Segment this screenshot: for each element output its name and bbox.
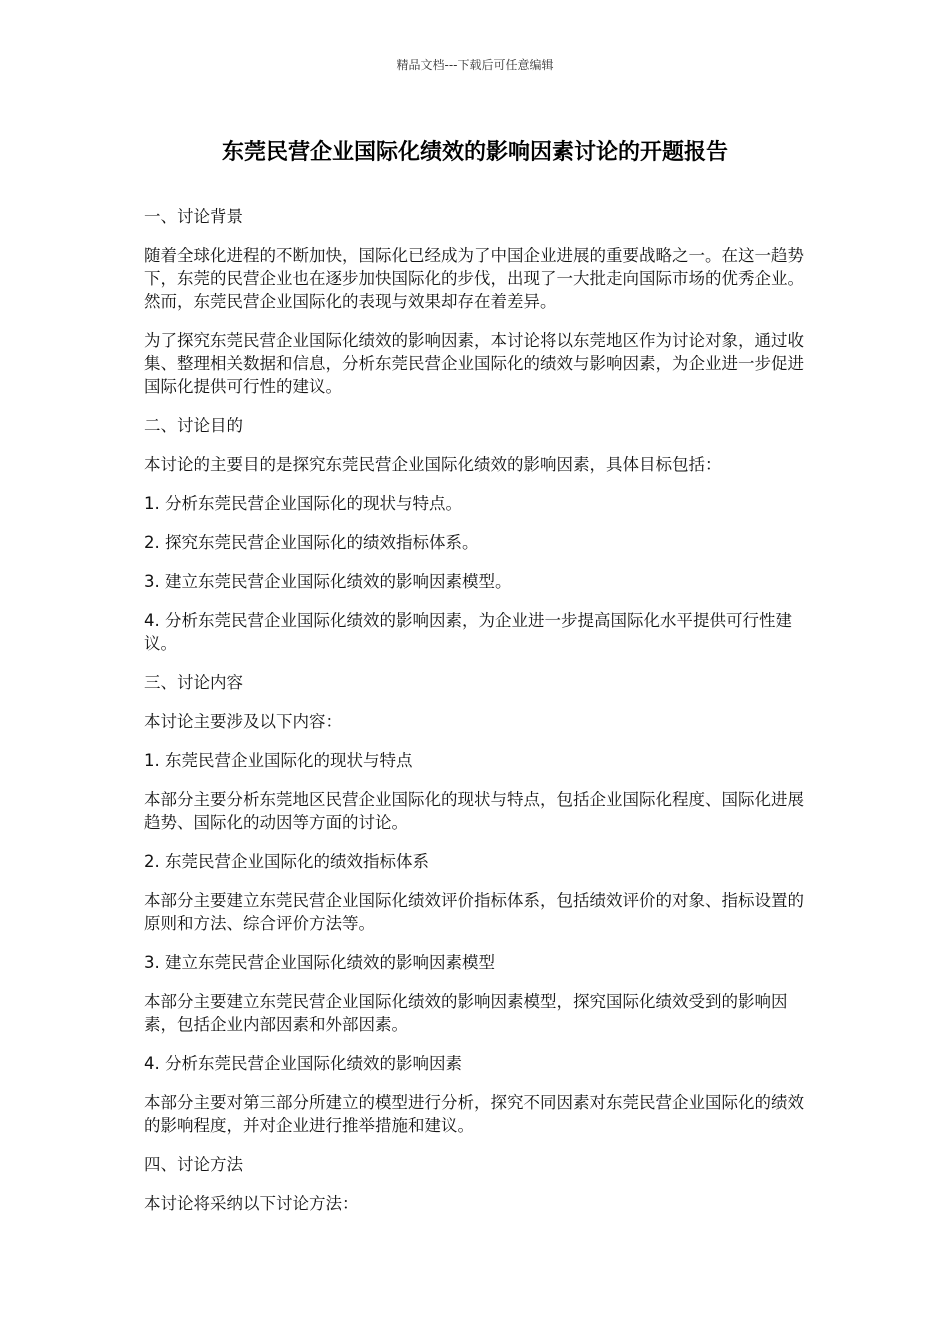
subsection-heading: 4. 分析东莞民营企业国际化绩效的影响因素 bbox=[144, 1054, 462, 1073]
paragraph: 本部分主要建立东莞民营企业国际化绩效的影响因素模型，探究国际化绩效受到的影响因素，包括企业内部因素和外部因素。 bbox=[144, 992, 788, 1034]
paragraph: 随着全球化进程的不断加快，国际化已经成为了中国企业进展的重要战略之一。在这一趋势下，东莞的民营企业也在逐步加快国际化的步伐，出现了一大批走向国际市场的优秀企业。然而，东莞民营企业国际化的表现与效果却存在着差异。 bbox=[144, 246, 804, 311]
paragraph: 本讨论将采纳以下讨论方法： bbox=[144, 1194, 359, 1213]
document-body bbox=[144, 205, 804, 1231]
subsection-heading: 2. 东莞民营企业国际化的绩效指标体系 bbox=[144, 852, 429, 871]
header-note: 精品文档---下载后可任意编辑 bbox=[396, 58, 554, 72]
paragraph: 本部分主要分析东莞地区民营企业国际化的现状与特点，包括企业国际化程度、国际化进展趋势、国际化的动因等方面的讨论。 bbox=[144, 790, 804, 832]
list-item: 2. 探究东莞民营企业国际化的绩效指标体系。 bbox=[144, 533, 479, 552]
subsection-heading: 1. 东莞民营企业国际化的现状与特点 bbox=[144, 751, 413, 770]
section-heading-background: 一、讨论背景 bbox=[144, 207, 243, 226]
list-item: 1. 分析东莞民营企业国际化的现状与特点。 bbox=[144, 494, 462, 513]
paragraph: 本部分主要建立东莞民营企业国际化绩效评价指标体系，包括绩效评价的对象、指标设置的原则和方法、综合评价方法等。 bbox=[144, 891, 804, 933]
paragraph: 为了探究东莞民营企业国际化绩效的影响因素，本讨论将以东莞地区作为讨论对象，通过收集、整理相关数据和信息，分析东莞民营企业国际化的绩效与影响因素，为企业进一步促进国际化提供可行性的建议。 bbox=[144, 331, 804, 396]
paragraph: 本讨论主要涉及以下内容： bbox=[144, 712, 342, 731]
document-title: 东莞民营企业国际化绩效的影响因素讨论的开题报告 bbox=[221, 140, 728, 165]
section-heading-content: 三、讨论内容 bbox=[144, 673, 243, 692]
list-item: 4. 分析东莞民营企业国际化绩效的影响因素，为企业进一步提高国际化水平提供可行性建议。 bbox=[144, 611, 792, 653]
section-heading-purpose: 二、讨论目的 bbox=[144, 416, 243, 435]
paragraph: 本部分主要对第三部分所建立的模型进行分析，探究不同因素对东莞民营企业国际化的绩效的影响程度，并对企业进行推举措施和建议。 bbox=[144, 1093, 804, 1135]
section-heading-methods: 四、讨论方法 bbox=[144, 1155, 243, 1174]
list-item: 3. 建立东莞民营企业国际化绩效的影响因素模型。 bbox=[144, 572, 512, 591]
paragraph: 本讨论的主要目的是探究东莞民营企业国际化绩效的影响因素，具体目标包括： bbox=[144, 455, 722, 474]
subsection-heading: 3. 建立东莞民营企业国际化绩效的影响因素模型 bbox=[144, 953, 495, 972]
